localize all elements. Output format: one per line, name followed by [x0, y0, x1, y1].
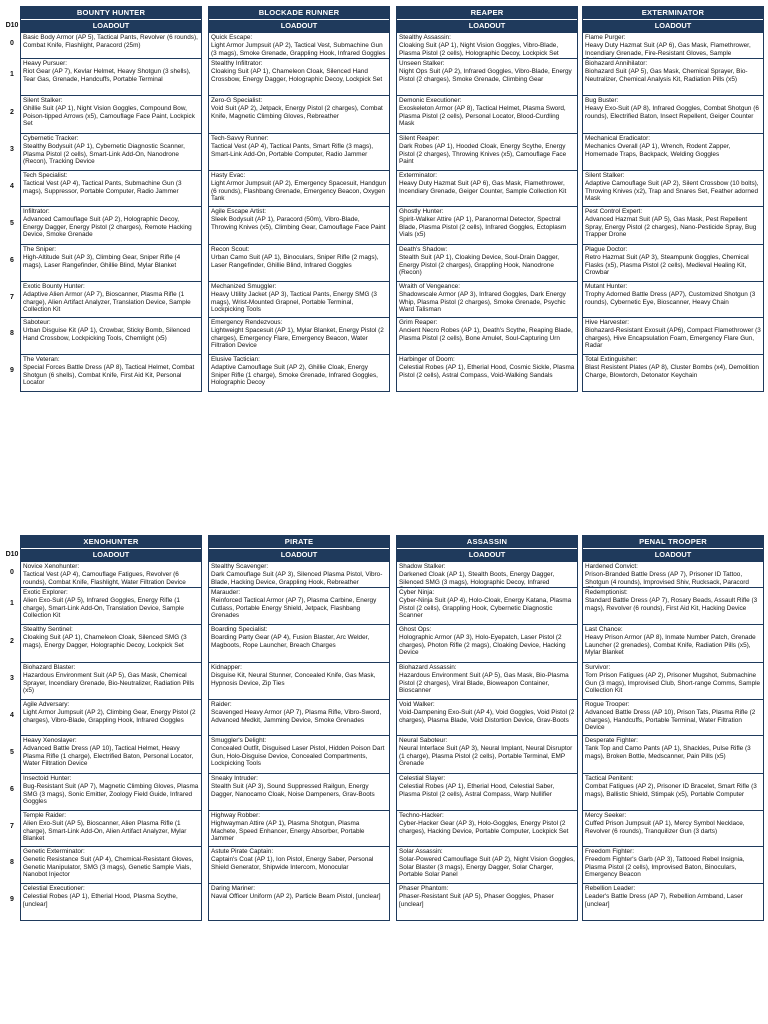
loadout-items: Adaptive Camouflage Suit (AP 2), Silent Crossbow (10 bolts), Throwing Knives (x2), Trap and Snares Set, Feather adorned Mask: [585, 179, 759, 203]
loadout-entry: [397, 206, 577, 244]
loadout-name: Agile Escape Artist:: [211, 208, 267, 215]
loadout-items: Hazardous Environment Suit (AP 5), Gas Mask, Bio-Plasma Pistol (2 charges), Viral Blade, Bioweapon Container, Bioscanner: [399, 671, 569, 695]
loadout-entry: [397, 32, 577, 58]
loadout-items: Boarding Party Gear (AP 4), Fusion Blaster, Arc Welder, Magboots, Rope Launcher, Breach Charges: [211, 633, 370, 649]
loadout-items: Ancient Necro Robes (AP 1), Death's Scythe, Reaping Blade, Plasma Pistol (2 cells), Bone Amulet, Soul-Capturing Urn: [399, 326, 573, 342]
class-table-pirate: [208, 535, 390, 921]
loadout-name: Total Extinguisher:: [585, 356, 638, 363]
loadout-subheader: LOADOUT: [583, 548, 763, 561]
loadout-entry: [21, 735, 201, 773]
loadout-name: Celestial Executioner:: [23, 885, 85, 892]
loadout-entry: [21, 95, 201, 133]
loadout-items: Adaptive Camouflage Suit (AP 2), Ghillie Cloak, Energy Sniper Rifle (1 charge), Smoke Grenade, Infrared Goggles, Holographic Decoy: [211, 363, 378, 387]
loadout-items: Heavy Duty Hazmat Suit (AP 6), Gas Mask, Flamethrower, Incendiary Grenade, Fire-Resistant Gloves, Sample: [585, 41, 751, 57]
loadout-items: Scavenged Heavy Armor (AP 7), Plasma Rifle, Vibro-Sword, Advanced Medkit, Jamming Device, Smoke Grenades: [211, 708, 382, 724]
loadout-items: Standard Battle Dress (AP 7), Rosary Beads, Assault Rifle (3 mags), Revolver (6 rounds), First Aid Kit, Hacking Device: [585, 596, 758, 612]
loadout-name: Neural Saboteur:: [399, 737, 448, 744]
loadout-entry: [397, 662, 577, 699]
loadout-entry: [209, 810, 389, 846]
loadout-items: Darkened Cloak (AP 1), Stealth Boots, Energy Dagger, Silenced SMG (3 mags), Holographic Decoy, Infrared: [399, 570, 555, 586]
loadout-name: Saboteur:: [23, 319, 51, 326]
class-title: EXTERMINATOR: [583, 7, 763, 19]
d10-row-numbers: [4, 559, 20, 918]
loadout-name: Hardened Convict:: [585, 563, 638, 570]
loadout-name: Cybernetic Tracker:: [23, 135, 79, 142]
d10-roll-number: 2: [10, 637, 14, 645]
loadout-subheader: LOADOUT: [397, 548, 577, 561]
loadout-entry: [209, 662, 389, 699]
loadout-name: Smuggler's Delight:: [211, 737, 267, 744]
loadout-name: Insectoid Hunter:: [23, 775, 72, 782]
loadout-entry: [209, 883, 389, 920]
loadout-items: Special Forces Battle Dress (AP 8), Tactical Helmet, Combat Shotgun (6 shells), Combat Knife, First Aid Kit, Personal Locator: [23, 363, 195, 387]
loadout-entry: [397, 587, 577, 624]
loadout-subheader: LOADOUT: [583, 19, 763, 32]
loadout-name: Kidnapper:: [211, 664, 242, 671]
loadout-name: Stealthy Infiltrator:: [211, 60, 263, 67]
loadout-name: Infiltrator:: [23, 208, 50, 215]
loadout-entry: [21, 883, 201, 920]
loadout-items: Adaptive Alien Armor (AP 7), Bioscanner, Plasma Rifle (1 charge), Alien Artifact Analyzer, Translation Device, Sample Collection Kit: [23, 290, 191, 314]
loadout-items: Urban Disguise Kit (AP 1), Crowbar, Sticky Bomb, Silenced Hand Crossbow, Lockpicking Tools, Chemlight (x5): [23, 326, 191, 342]
loadout-entry: [397, 735, 577, 773]
loadout-name: Grim Reaper:: [399, 319, 438, 326]
d10-roll-number: 5: [10, 748, 14, 756]
loadout-entry: [209, 244, 389, 281]
loadout-name: Tech Specialist:: [23, 172, 68, 179]
d10-roll-number: 6: [10, 257, 14, 264]
loadout-items: Stealth Suit (AP 1), Cloaking Device, Soul-Drain Dagger, Energy Pistol (2 charges), Grappling Hook, Nanodrone (Recon): [399, 253, 560, 277]
loadout-name: Astute Pirate Captain:: [211, 848, 274, 855]
loadout-entry: [583, 170, 763, 206]
loadout-name: Biohazard Annihilator:: [585, 60, 648, 67]
loadout-entry: [583, 561, 763, 587]
loadout-name: Flame Purger:: [585, 34, 626, 41]
loadout-name: Novice Xenohunter:: [23, 563, 80, 570]
loadout-name: Demonic Executioner:: [399, 97, 462, 104]
loadout-name: Bug Buster:: [585, 97, 619, 104]
d10-roll-number: 7: [10, 822, 14, 830]
loadout-name: Emergency Rendezvous:: [211, 319, 283, 326]
loadout-entry: [397, 95, 577, 133]
loadout-name: Ghost Ops:: [399, 626, 432, 633]
loadout-entry: [209, 735, 389, 773]
loadout-items: Dark Robes (AP 1), Hooded Cloak, Energy Scythe, Energy Pistol (2 charges), Throwing Knives (x5), Camouflage Face Paint: [399, 142, 567, 166]
loadout-items: Light Armor Jumpsuit (AP 2), Emergency Spacesuit, Handgun (6 rounds), Flashbang Grenade, Emergency Beacon, Oxygen Tank: [211, 179, 386, 203]
d10-roll-number: 1: [10, 71, 14, 78]
loadout-entry: [397, 317, 577, 354]
loadout-items: High-Altitude Suit (AP 3), Climbing Gear, Sniper Rifle (4 mags), Laser Rangefinder, Ghillie Blind, Mylar Blanket: [23, 253, 181, 269]
d10-roll-number: 7: [10, 293, 14, 301]
loadout-name: Quick Escape:: [211, 34, 253, 41]
class-title: PENAL TROOPER: [583, 536, 763, 548]
loadout-items: Shadowscale Armor (AP 3), Infrared Goggles, Dark Energy Whip, Plasma Pistol (2 charges), Smoke Grenade, Psychic Ward Talisman: [399, 290, 566, 314]
loadout-entry: [397, 624, 577, 662]
loadout-entry: [397, 810, 577, 846]
d10-roll-number: 3: [10, 146, 14, 153]
loadout-items: Advanced Hazmat Suit (AP 5), Gas Mask, Pest Repellent Spray, Energy Pistol (2 charges), Nano-Pesticide Spray, Bug Trapper Drone: [585, 215, 757, 239]
loadout-items: Urban Camo Suit (AP 1), Binoculars, Sniper Rifle (2 mags), Laser Rangefinder, Ghillie Blind, Infrared Goggles: [211, 253, 379, 269]
loadout-items: Holographic Armor (AP 3), Holo-Eyepatch, Laser Pistol (2 charges), Photon Rifle (2 mags), Cloaking Device, Hacking Device: [399, 633, 566, 657]
loadout-name: Freedom Fighter:: [585, 848, 635, 855]
loadout-name: Rogue Trooper:: [585, 701, 630, 708]
loadout-entry: [397, 883, 577, 920]
loadout-name: Exterminator:: [399, 172, 438, 179]
class-table-exterminator: [582, 6, 764, 392]
loadout-items: Highwayman Attire (AP 1), Plasma Shotgun, Plasma Machete, Speed Enhancer, Energy Absorber, Portable Jammer: [211, 819, 365, 843]
loadout-name: Genetic Exterminator:: [23, 848, 85, 855]
loadout-entry: [583, 32, 763, 58]
loadout-name: Hive Harvester:: [585, 319, 630, 326]
loadout-entry: [209, 95, 389, 133]
loadout-name: Exotic Explorer:: [23, 589, 68, 596]
loadout-items: Heavy Utility Jacket (AP 3), Tactical Pants, Energy SMG (3 mags), Wrist-Mounted Grapnel, Portable Terminal, Lockpicking Tools: [211, 290, 377, 314]
loadout-entry: [209, 624, 389, 662]
loadout-items: Cloaking Suit (AP 1), Chameleon Cloak, Silenced SMG (3 mags), Energy Dagger, Holographic Decoy, Lockpick Set: [23, 633, 187, 649]
class-title: REAPER: [397, 7, 577, 19]
loadout-name: Tactical Penitent:: [585, 775, 634, 782]
loadout-entry: [21, 846, 201, 883]
loadout-entry: [583, 58, 763, 95]
loadout-items: Neural Interface Suit (AP 3), Neural Implant, Neural Disruptor (1 charge), Plasma Pistol (2 cells), Portable Terminal, EMP Grenade: [399, 744, 573, 768]
loadout-name: Exotic Bounty Hunter:: [23, 283, 85, 290]
loadout-name: The Veteran:: [23, 356, 60, 363]
d10-roll-number: 4: [10, 711, 14, 719]
loadout-name: Silent Reaper:: [399, 135, 440, 142]
loadout-entry: [209, 133, 389, 170]
loadout-name: Heavy Xenoslayer:: [23, 737, 77, 744]
loadout-items: Reinforced Tactical Armor (AP 7), Plasma Carbine, Energy Cutlass, Portable Energy Shield, Jetpack, Flashbang Grenades: [211, 596, 377, 620]
loadout-entry: [21, 662, 201, 699]
loadout-items: Mechanics Overall (AP 1), Wrench, Rodent Zapper, Homemade Traps, Backpack, Welding Goggles: [585, 142, 731, 158]
loadout-name: Stealthy Assassin:: [399, 34, 451, 41]
loadout-entry: [397, 281, 577, 317]
loadout-entry: [583, 699, 763, 735]
loadout-name: Mechanized Smuggler:: [211, 283, 277, 290]
loadout-items: Lightweight Spacesuit (AP 1), Mylar Blanket, Energy Pistol (2 charges), Emergency Flare, Emergency Beacon, Water Filtration Device: [211, 326, 384, 350]
loadout-entry: [21, 773, 201, 810]
loadout-name: Void Walker:: [399, 701, 435, 708]
loadout-name: Biohazard Blaster:: [23, 664, 76, 671]
loadout-entry: [209, 773, 389, 810]
d10-roll-column: [4, 6, 20, 389]
d10-row-numbers: [4, 30, 20, 389]
loadout-items: Concealed Outfit, Disguised Laser Pistol, Hidden Poison Dart Gun, Holo-Disguise Device, Concealed Compartments, Lockpicking Tools: [211, 744, 385, 768]
loadout-items: Solar-Powered Camouflage Suit (AP 2), Night Vision Goggles, Solar Blaster (3 mags), Energy Dagger, Solar Charger, Portable Solar Panel: [399, 855, 575, 879]
loadout-entry: [21, 32, 201, 58]
loadout-name: Survivor:: [585, 664, 611, 671]
loadout-entry: [583, 587, 763, 624]
loadout-items: Hazardous Environment Suit (AP 5), Gas Mask, Chemical Sprayer, Incendiary Grenade, Bio-Neutralizer, Radiation Pills (x5): [23, 671, 195, 695]
loadout-name: Desperate Fighter:: [585, 737, 638, 744]
loadout-entry: [209, 32, 389, 58]
class-table-assassin: [396, 535, 578, 921]
loadout-entry: [397, 561, 577, 587]
class-title: BOUNTY HUNTER: [21, 7, 201, 19]
loadout-entry: [21, 133, 201, 170]
loadout-items: Prison-Branded Battle Dress (AP 7), Prisoner ID Tattoo, Shotgun (4 rounds), Improvised Shiv, Rucksack, Paracord: [585, 570, 749, 586]
loadout-name: Raider:: [211, 701, 232, 708]
loadout-entry: [21, 317, 201, 354]
loadout-name: Phaser Phantom:: [399, 885, 449, 892]
loadout-items: Cuffed Prison Jumpsuit (AP 1), Mercy Symbol Necklace, Revolver (6 rounds), Tranquilizer Gun (3 darts): [585, 819, 745, 835]
loadout-items: Advanced Battle Dress (AP 10), Prison Tats, Plasma Rifle (2 charges), Handcuffs, Portable Terminal, Water Filtration Device: [585, 708, 756, 732]
loadout-items: Ghillie Suit (AP 1), Night Vision Goggles, Compound Bow, Poison-tipped Arrows (x5), Camouflage Face Paint, Lockpick Set: [23, 104, 195, 128]
d10-roll-number: 1: [10, 600, 14, 607]
loadout-items: Tank Top and Camo Pants (AP 1), Shackles, Pulse Rifle (3 mags), Broken Bottle, Medscanner, Pain Pills (x5): [585, 744, 751, 760]
loadout-name: Stealthy Sentinel:: [23, 626, 73, 633]
loadout-name: Biohazard Assassin:: [399, 664, 457, 671]
loadout-items: Genetic Resistance Suit (AP 4), Chemical-Resistant Gloves, Genetic Manipulator, SMG (3 mags), Genetic Sample Vials, Nanobot Injector: [23, 855, 194, 879]
loadout-items: Celestial Robes (AP 1), Etherial Hood, Plasma Scythe, [unclear]: [23, 892, 178, 908]
loadout-name: Celestial Slayer:: [399, 775, 446, 782]
loadout-name: Highway Robber:: [211, 812, 261, 819]
loadout-items: Bug-Resistant Suit (AP 7), Magnetic Climbing Gloves, Plasma SMG (3 mags), Sonic Emitter, Zoology Field Guide, Infrared Goggles: [23, 782, 199, 806]
loadout-name: Agile Adversary:: [23, 701, 70, 708]
loadout-name: Boarding Specialist:: [211, 626, 268, 633]
loadout-entry: [583, 354, 763, 391]
loadout-entry: [397, 699, 577, 735]
loadout-entry: [21, 281, 201, 317]
loadout-name: Mechanical Eradicator:: [585, 135, 651, 142]
loadout-entry: [583, 95, 763, 133]
loadout-items: Tactical Vest (AP 4), Camouflage Fatigues, Revolver (6 rounds), Combat Knife, Flashlight, Water Filtration Device: [23, 570, 186, 586]
class-table-blockade-runner: [208, 6, 390, 392]
loadout-entry: [21, 810, 201, 846]
loadout-items: Freedom Fighter's Garb (AP 3), Tattooed Rebel Insignia, Plasma Pistol (2 cells), Improvised Baton, Binoculars, Emergency Beacon: [585, 855, 745, 879]
loadout-items: Tactical Vest (AP 4), Tactical Pants, Smart Rifle (3 mags), Smart-Link Add-On, Portable Computer, Radio Jammer: [211, 142, 374, 158]
loadout-entry: [209, 354, 389, 391]
loadout-entry: [397, 58, 577, 95]
loadout-name: Recon Scout:: [211, 246, 250, 253]
loadout-items: Torn Prison Fatigues (AP 2), Prisoner Mugshot, Submachine Gun (3 mags), Improvised Club, Short-range Comms, Sample Collection Kit: [585, 671, 761, 695]
loadout-items: Basic Body Armor (AP 5), Tactical Pants, Revolver (6 rounds), Combat Knife, Flashlight, Paracord (25m): [23, 34, 198, 49]
loadout-entry: [21, 170, 201, 206]
loadout-items: Retro Hazmat Suit (AP 3), Steampunk Goggles, Chemical Flasks (x5), Plasma Pistol (2 cells), Medieval Healing Kit, Crowbar: [585, 253, 749, 277]
class-table-penal-trooper: [582, 535, 764, 921]
loadout-entry: [209, 281, 389, 317]
loadout-items: Stealthy Bodysuit (AP 1), Cybernetic Diagnostic Scanner, Plasma Pistol (2 cells), Smart-Link Add-On, Nanodrone (Recon), Tracking Device: [23, 142, 185, 166]
class-table-reaper: [396, 6, 578, 392]
loadout-entry: [21, 244, 201, 281]
loadout-entry: [209, 846, 389, 883]
class-title: ASSASSIN: [397, 536, 577, 548]
loadout-name: Solar Assassin:: [399, 848, 443, 855]
loadout-items: Alien Exo-Suit (AP 5), Bioscanner, Alien Plasma Rifle (1 charge), Smart-Link Add-On, Alien Artifact Analyzer, Mylar Blanket: [23, 819, 187, 843]
loadout-items: Celestial Robes (AP 1), Etherial Hood, Cosmic Sickle, Plasma Pistol (2 cells), Astral Compass, Void-Walking Sandals: [399, 363, 575, 379]
loadout-items: Night Ops Suit (AP 2), Infrared Goggles, Vibro-Blade, Energy Pistol (2 charges), Smoke Grenade, Climbing Gear: [399, 67, 572, 83]
d10-roll-number: 9: [10, 896, 14, 903]
loadout-items: Naval Officer Uniform (AP 2), Particle Beam Pistol, [unclear]: [211, 892, 381, 900]
loadout-entry: [397, 244, 577, 281]
class-title: PIRATE: [209, 536, 389, 548]
loadout-name: Zero-G Specialist:: [211, 97, 263, 104]
loadout-name: Harbinger of Doom:: [399, 356, 455, 363]
loadout-items: Phaser-Resistant Suit (AP 5), Phaser Goggles, Phaser [unclear]: [399, 892, 554, 908]
loadout-entry: [209, 317, 389, 354]
loadout-name: Last Chance:: [585, 626, 623, 633]
loadout-entry: [21, 58, 201, 95]
loadout-entry: [583, 624, 763, 662]
loadout-entry: [397, 354, 577, 391]
d10-roll-column: [4, 535, 20, 918]
loadout-name: Death's Shadow:: [399, 246, 448, 253]
loadout-entry: [209, 587, 389, 624]
loadout-items: Void Suit (AP 2), Jetpack, Energy Pistol (2 charges), Combat Knife, Magnetic Climbing Gloves, Rebreather: [211, 104, 383, 120]
loadout-items: Sleek Bodysuit (AP 1), Paracord (50m), Vibro-Blade, Throwing Knives (x5), Climbing Gear, Camouflage Face Paint: [211, 215, 386, 231]
loadout-subheader: LOADOUT: [209, 548, 389, 561]
loadout-entry: [21, 699, 201, 735]
loadout-subheader: LOADOUT: [209, 19, 389, 32]
loadout-subheader: LOADOUT: [21, 19, 201, 32]
loadout-items: Advanced Camouflage Suit (AP 2), Holographic Decoy, Energy Dagger, Energy Pistol (2 charges), Remote Hacking Device, Smoke Grenade: [23, 215, 192, 239]
loadout-entry: [397, 170, 577, 206]
loadout-name: Hasty Evac:: [211, 172, 246, 179]
loadout-entry: [397, 773, 577, 810]
loadout-items: Leader's Battle Dress (AP 7), Rebellion Armband, Laser [unclear]: [585, 892, 743, 908]
loadout-items: Stealth Suit (AP 3), Sound Suppressed Railgun, Energy Dagger, Nanocamo Cloak, Noise Dampeners, Grav-Boots: [211, 782, 375, 798]
d10-header: D10: [5, 551, 19, 558]
loadout-entry: [397, 133, 577, 170]
loadout-entry: [583, 133, 763, 170]
loadout-entry: [583, 883, 763, 920]
loadout-name: Stealthy Scavenger:: [211, 563, 269, 570]
loadout-items: Biohazard-Resistant Exosuit (AP6), Compact Flamethrower (3 charges), Hive Encapsulation Foam, Emergency Flare Gun, Radar: [585, 326, 761, 350]
loadout-items: Exoskeleton Armor (AP 8), Tactical Helmet, Plasma Sword, Plasma Pistol (2 cells), Personal Locator, Blood-Curdling Mask: [399, 104, 566, 128]
d10-roll-number: 8: [10, 859, 14, 866]
loadout-entry: [21, 587, 201, 624]
loadout-items: Blast Resistent Plates (AP 8), Cluster Bombs (x4), Demolition Charge, Blowtorch, Detonator Keychain: [585, 363, 759, 379]
class-table-bounty-hunter: [20, 6, 202, 392]
loadout-items: Disguise Kit, Neural Stunner, Concealed Knife, Gas Mask, Hypnosis Device, Zip Ties: [211, 671, 376, 687]
loadout-entry: [583, 244, 763, 281]
loadout-items: Celestial Robes (AP 1), Etherial Hood, Celestial Saber, Plasma Pistol (2 cells), Astral Compass, Warp Nullifier: [399, 782, 555, 798]
d10-roll-number: 9: [10, 367, 14, 374]
loadout-name: Tech-Savvy Runner:: [211, 135, 269, 142]
loadout-entry: [209, 170, 389, 206]
loadout-items: Alien Exo-Suit (AP 5), Infrared Goggles, Energy Rifle (1 charge), Smart-Link Add-On, Translation Device, Sample Collection Kit: [23, 596, 184, 620]
loadout-items: Light Armor Jumpsuit (AP 2), Tactical Vest, Submachine Gun (3 mags), Smoke Grenade, Grappling Hook, Infrared Goggles: [211, 41, 386, 57]
loadout-subheader: LOADOUT: [397, 19, 577, 32]
loadout-entry: [583, 846, 763, 883]
loadout-items: Void-Dampening Exo-Suit (AP 4), Void Goggles, Void Pistol (2 charges), Plasma Blade, Void Distortion Device, Grav-Boots: [399, 708, 575, 724]
d10-roll-number: 5: [10, 219, 14, 227]
loadout-name: Heavy Pursuer:: [23, 60, 68, 67]
loadout-name: Wraith of Vengeance:: [399, 283, 460, 290]
loadout-entry: [21, 354, 201, 391]
loadout-items: Dark Camouflage Suit (AP 3), Silenced Plasma Pistol, Vibro-Blade, Hacking Device, Grappling Hook, Rebreather: [211, 570, 383, 586]
class-table-xenohunter: [20, 535, 202, 921]
loadout-entry: [583, 773, 763, 810]
loadout-items: Cloaking Suit (AP 1), Night Vision Goggles, Vibro-Blade, Plasma Pistol (2 cells), Holographic Decoy, Lockpick Set: [399, 41, 559, 57]
loadout-items: Advanced Battle Dress (AP 10), Tactical Helmet, Heavy Plasma Rifle (1 charge), Electrified Baton, Personal Locator, Water Filtration Device: [23, 744, 194, 768]
loadout-name: The Sniper:: [23, 246, 57, 253]
loadout-items: Riot Gear (AP 7), Kevlar Helmet, Heavy Shotgun (3 shells), Tear Gas, Grenade, Handcuffs, Portable Terminal: [23, 67, 191, 83]
loadout-entry: [583, 735, 763, 773]
d10-roll-number: 6: [10, 786, 14, 793]
loadout-name: Temple Raider:: [23, 812, 66, 819]
loadout-name: Mercy Seeker:: [585, 812, 627, 819]
loadout-name: Mutant Hunter:: [585, 283, 628, 290]
loadout-items: Biohazard Suit (AP 5), Gas Mask, Chemical Sprayer, Bio-Neutralizer, Chemical Analysis Kit, Radiation Pills (x5): [585, 67, 748, 83]
loadout-entry: [583, 810, 763, 846]
loadout-items: Tactical Vest (AP 4), Tactical Pants, Submachine Gun (3 mags), Suppressor, Portable Computer, Radio Jammer: [23, 179, 182, 195]
loadout-items: Combat Fatigues (AP 2), Prisoner ID Bracelet, Smart Rifle (3 mags), Ballistic Shield, Stimpak (x5), Portable Computer: [585, 782, 757, 798]
loadout-name: Elusive Tactician:: [211, 356, 260, 363]
loadout-subheader: LOADOUT: [21, 548, 201, 561]
loadout-name: Techno-Hacker:: [399, 812, 444, 819]
d10-roll-number: 0: [10, 39, 14, 47]
class-title: XENOHUNTER: [21, 536, 201, 548]
d10-roll-number: 3: [10, 675, 14, 682]
loadout-entry: [21, 206, 201, 244]
d10-roll-number: 4: [10, 182, 14, 190]
loadout-name: Marauder:: [211, 589, 241, 596]
loadout-entry: [583, 281, 763, 317]
loadout-name: Silent Stalker:: [23, 97, 63, 104]
d10-roll-number: 2: [10, 108, 14, 116]
loadout-entry: [21, 624, 201, 662]
loadout-entry: [21, 561, 201, 587]
loadout-name: Ghostly Hunter:: [399, 208, 444, 215]
loadout-entry: [209, 206, 389, 244]
loadout-items: Trophy Adorned Battle Dress (AP7), Customized Shotgun (3 rounds), Cybernetic Eye, Bioscanner, Heavy Chain: [585, 290, 756, 306]
loadout-name: Shadow Stalker:: [399, 563, 446, 570]
loadout-name: Sneaky Intruder:: [211, 775, 258, 782]
loadout-name: Redemptionist:: [585, 589, 628, 596]
d10-roll-number: 0: [10, 568, 14, 576]
class-title: BLOCKADE RUNNER: [209, 7, 389, 19]
loadout-entry: [209, 699, 389, 735]
loadout-items: Cyber-Ninja Suit (AP 4), Holo-Cloak, Energy Katana, Plasma Pistol (2 cells), Grappling Hook, Cybernetic Diagnostic Scanner: [399, 596, 572, 620]
loadout-name: Pest Control Expert:: [585, 208, 643, 215]
loadout-items: Light Armor Jumpsuit (AP 2), Climbing Gear, Energy Pistol (2 charges), Vibro-Blade, Grappling Hook, Infrared Goggles: [23, 708, 196, 724]
d10-header: D10: [5, 22, 19, 29]
loadout-name: Plague Doctor:: [585, 246, 628, 253]
loadout-items: Heavy Prison Armor (AP 8), Inmate Number Patch, Grenade Launcher (2 grenades), Combat Knife, Radiation Pills (x5), Mylar Blanket: [585, 633, 756, 657]
loadout-items: Heavy Exo-Suit (AP 8), Infrared Goggles, Combat Shotgun (6 rounds), Electrified Baton, Insect Repellent, Geiger Counter: [585, 104, 759, 120]
loadout-items: Cyber-Hacker Gear (AP 3), Holo-Goggles, Energy Pistol (2 charges), Hacking Device, Portable Computer, Lockpick Set: [399, 819, 569, 835]
loadout-entry: [583, 206, 763, 244]
loadout-entry: [397, 846, 577, 883]
loadout-name: Daring Mariner:: [211, 885, 256, 892]
loadout-items: Spirit-Walker Attire (AP 1), Paranormal Detector, Spectral Blade, Plasma Pistol (2 cells), Infrared Goggles, Ectoplasm Vials (x5): [399, 215, 567, 239]
loadout-items: Heavy Duty Hazmat Suit (AP 6), Gas Mask, Flamethrower, Incendiary Grenade, Geiger Counter, Sample Collection Kit: [399, 179, 567, 195]
d10-roll-number: 8: [10, 330, 14, 337]
loadout-name: Rebellion Leader:: [585, 885, 636, 892]
loadout-items: Cloaking Suit (AP 1), Chameleon Cloak, Silenced Hand Crossbow, Energy Dagger, Holographic Decoy, Lockpick Set: [211, 67, 383, 83]
loadout-name: Cyber Ninja:: [399, 589, 435, 596]
loadout-entry: [583, 662, 763, 699]
loadout-name: Silent Stalker:: [585, 172, 625, 179]
loadout-entry: [209, 58, 389, 95]
loadout-entry: [583, 317, 763, 354]
loadout-entry: [209, 561, 389, 587]
loadout-name: Unseen Stalker:: [399, 60, 445, 67]
loadout-items: Captain's Coat (AP 1), Ion Pistol, Energy Saber, Personal Shield Generator, Shipwide Intercom, Monocular: [211, 855, 374, 871]
